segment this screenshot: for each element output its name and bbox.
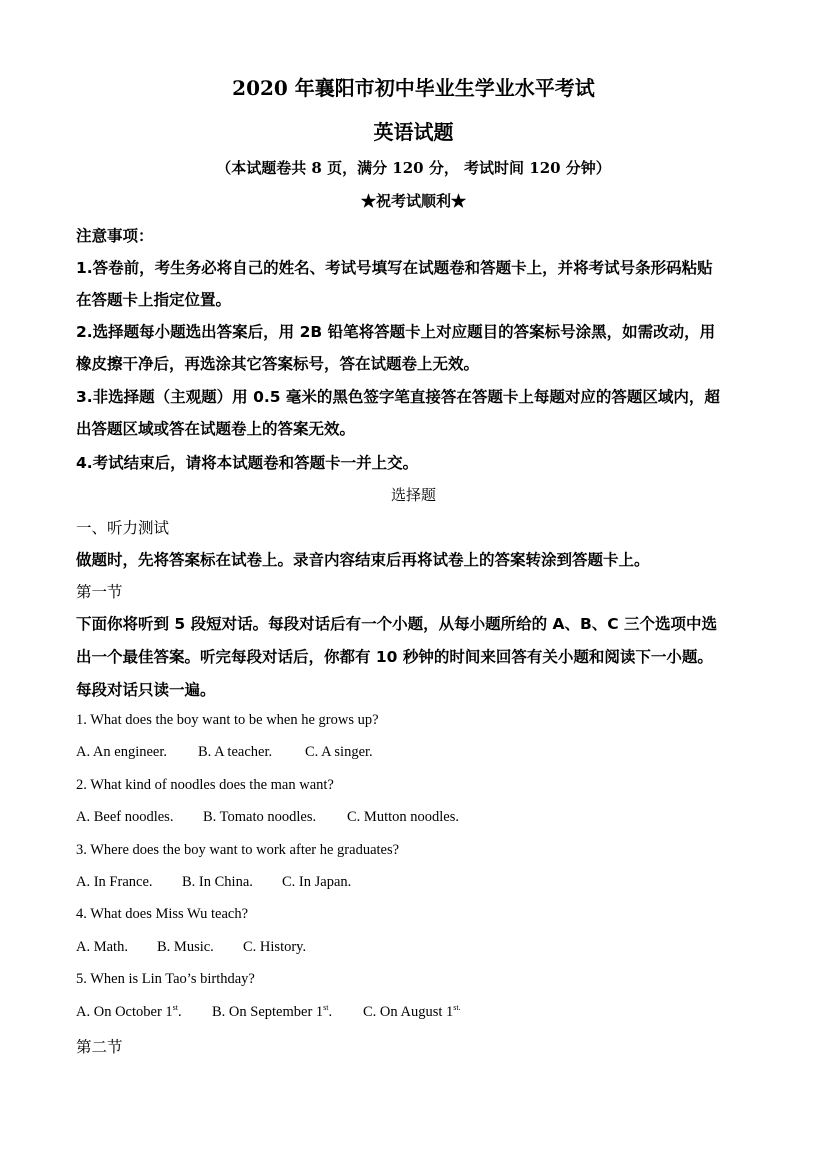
option-a: A. Math.	[76, 939, 128, 955]
notice-line: 2.选择题每小题选出答案后，用 2B 铅笔将答题卡上对应题目的答案标号涂黑，如需改动，用	[76, 323, 716, 341]
option-b: B. In China.	[182, 874, 253, 890]
notice-line: 4.考试结束后，请将本试题卷和答题卡一并上交。	[76, 454, 419, 472]
option-a: A. Beef noodles.	[76, 809, 174, 825]
subsection-one-desc: 下面你将听到 5 段短对话。每段对话后有一个小题，从每小题所给的 A、B、C 三个选项中选	[76, 615, 718, 633]
subsection-one-desc: 出一个最佳答案。听完每段对话后，你都有 10 秒钟的时间来回答有关小题和阅读下一小题。	[76, 648, 713, 666]
subject-title: 英语试题	[373, 120, 454, 144]
subsection-one-desc: 每段对话只读一遍。	[76, 681, 216, 699]
answer-options	[76, 874, 351, 891]
option-a: A. An engineer.	[76, 744, 168, 760]
option-b: B. On September 1st.	[212, 1003, 333, 1020]
option-c: C. In Japan.	[282, 874, 352, 890]
notice-line: 在答题卡上指定位置。	[76, 291, 232, 309]
notice-line: 出答题区域或答在试题卷上的答案无效。	[76, 420, 356, 438]
subsection-two-heading: 第二节	[76, 1038, 123, 1056]
notice-line: 1.答卷前，考生务必将自己的姓名、考试号填写在试题卷和答题卡上，并将考试号条形码粘贴	[76, 259, 713, 277]
option-c: C. A singer.	[305, 744, 373, 760]
exam-title: 2020 年襄阳市初中毕业生学业水平考试	[232, 76, 595, 100]
question-text: 1. What does the boy want to be when he grows up?	[76, 712, 379, 728]
option-b: B. A teacher.	[198, 744, 273, 760]
answer-options	[76, 809, 459, 826]
option-a: A. On October 1st.	[76, 1003, 182, 1020]
notice-line: 3.非选择题（主观题）用 0.5 毫米的黑色签字笔直接答在答题卡上每题对应的答题区域内，超	[76, 388, 720, 406]
option-a: A. In France.	[76, 874, 153, 890]
option-c: C. On August $1^{st.}$	[363, 1003, 461, 1020]
question-text: 3. Where does the boy want to work after he graduates?	[76, 842, 400, 858]
answer-options	[76, 939, 306, 956]
good-luck-line: ★祝考试顺利★	[360, 192, 466, 210]
option-b: B. Tomato noodles.	[203, 809, 317, 825]
subsection-one-heading: 第一节	[76, 583, 123, 601]
part-one-heading: 一、听力测试	[76, 519, 170, 537]
option-c: C. History.	[243, 939, 307, 955]
option-c: C. Mutton noodles.	[347, 809, 459, 825]
question-text: 2. What kind of noodles does the man want?	[76, 777, 334, 793]
question-text: 5. When is Lin Tao’s birthday?	[76, 971, 255, 987]
listening-instruction: 做题时，先将答案标在试卷上。录音内容结束后再将试卷上的答案转涂到答题卡上。	[76, 551, 650, 569]
exam-info: （本试题卷共 8 页，满分 120 分， 考试时间 120 分钟）	[216, 159, 611, 177]
option-b: B. Music.	[157, 939, 214, 955]
answer-options	[76, 1004, 461, 1021]
answer-options	[76, 744, 373, 761]
section-type-label: 选择题	[390, 486, 436, 504]
question-text: 4. What does Miss Wu teach?	[76, 906, 249, 922]
notice-line: 橡皮擦干净后，再选涂其它答案标号，答在试题卷上无效。	[76, 355, 480, 373]
notice-heading: 注意事项：	[76, 227, 154, 245]
